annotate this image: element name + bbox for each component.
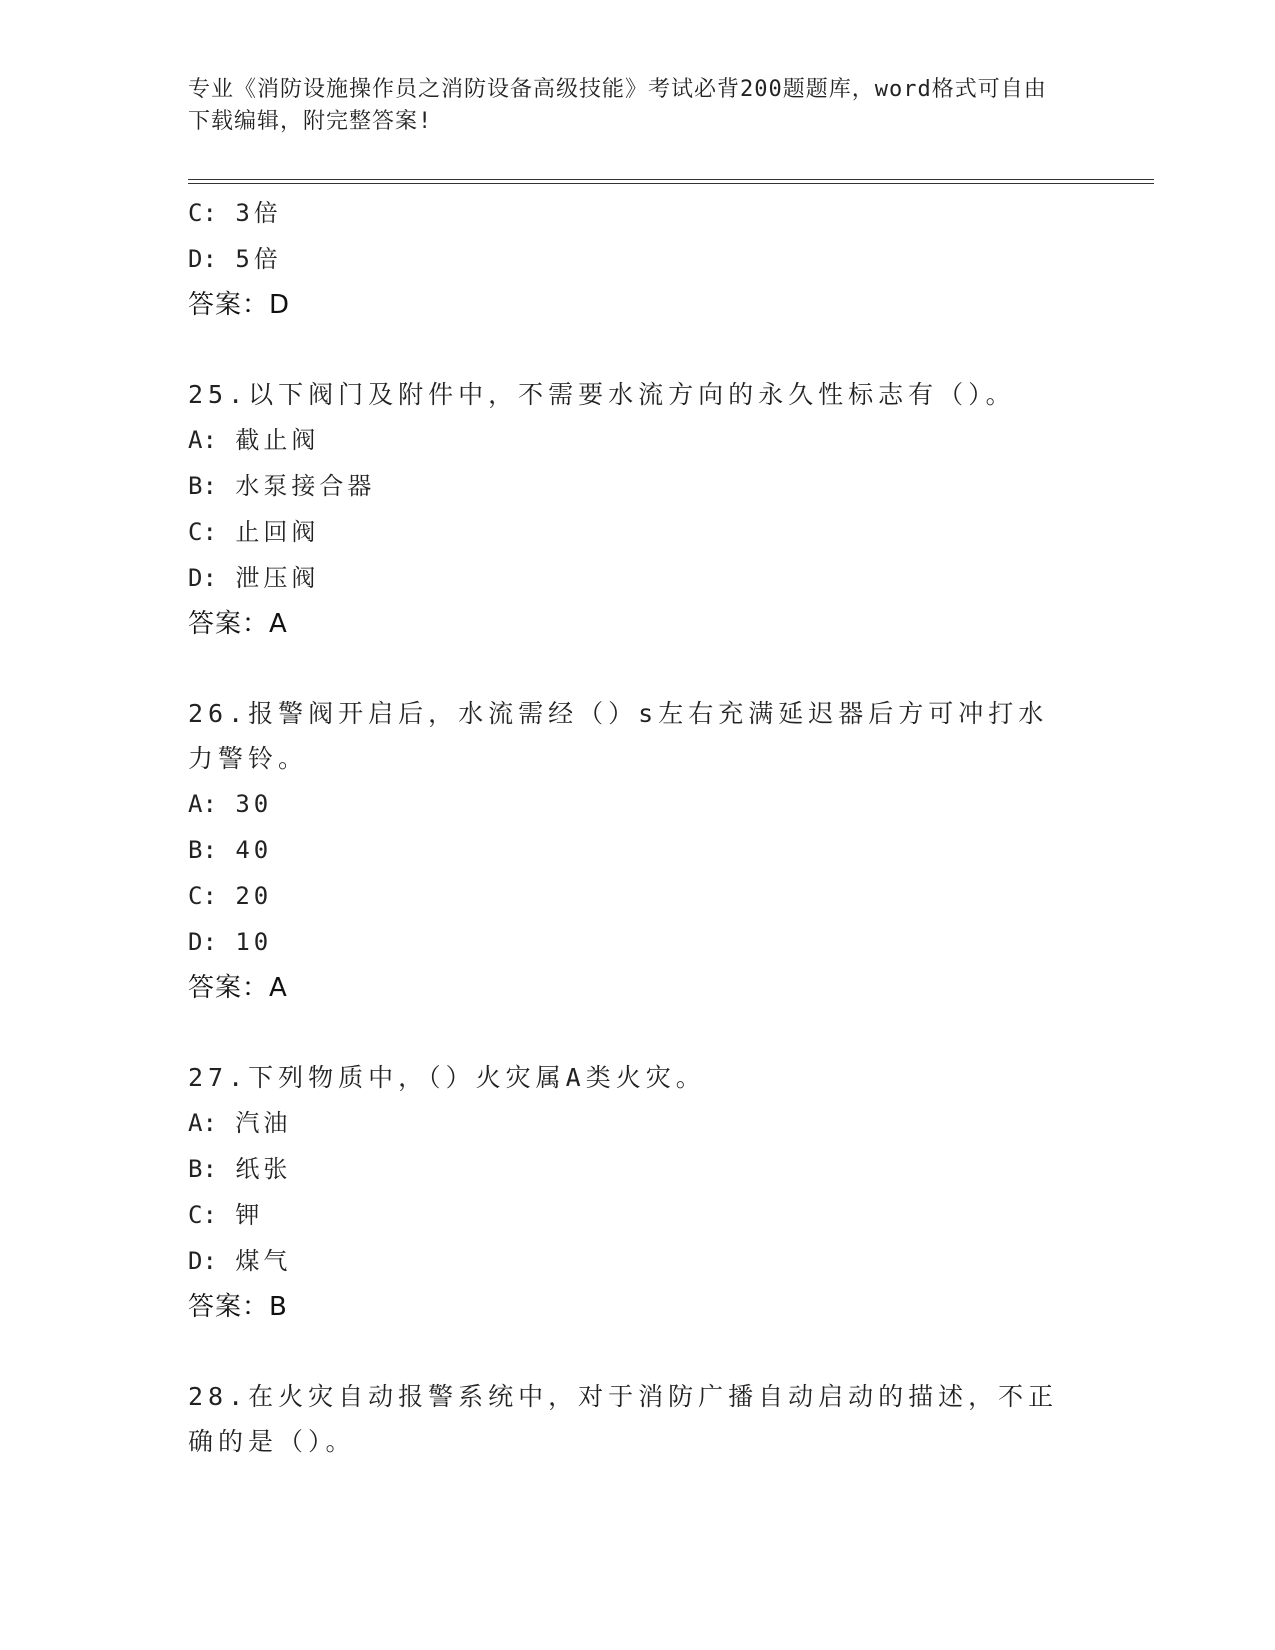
option-label: C:	[188, 1201, 217, 1229]
option-label: C:	[188, 518, 217, 546]
option-d	[188, 1238, 1088, 1284]
answer-line: 答案：D	[188, 290, 291, 320]
option-text: 3倍	[235, 199, 282, 227]
question-stem: 25.以下阀门及附件中，不需要水流方向的永久性标志有（）。	[188, 380, 1016, 409]
option-text: 泄压阀	[235, 564, 320, 592]
option-d	[188, 555, 1088, 601]
option-text: 煤气	[235, 1247, 292, 1275]
option-label: D:	[188, 928, 217, 956]
option-b	[188, 1146, 1088, 1192]
option-text: 水泵接合器	[235, 472, 376, 500]
option-label: A:	[188, 426, 217, 454]
header-divider	[188, 179, 1154, 184]
option-text: 5倍	[235, 245, 282, 273]
option-text: 纸张	[235, 1155, 292, 1183]
option-a	[188, 417, 1088, 463]
option-text: 10	[235, 928, 273, 956]
option-label: B:	[188, 472, 217, 500]
question-26	[188, 691, 1088, 1011]
option-label: B:	[188, 1155, 217, 1183]
question-stem: 26.报警阀开启后，水流需经（）s左右充满延迟器后方可冲打水力警铃。	[188, 699, 1049, 773]
option-d	[188, 919, 1088, 965]
document-body	[188, 190, 1088, 1464]
option-label: C:	[188, 199, 217, 227]
option-text: 汽油	[235, 1109, 292, 1137]
option-label: B:	[188, 836, 217, 864]
answer-line: 答案：A	[188, 609, 288, 639]
option-c	[188, 190, 1088, 236]
option-text: 截止阀	[235, 426, 320, 454]
option-text: 止回阀	[235, 518, 320, 546]
option-d	[188, 236, 1088, 282]
question-stem: 27.下列物质中，（）火灾属A类火灾。	[188, 1063, 706, 1092]
option-b	[188, 463, 1088, 509]
option-a	[188, 781, 1088, 827]
option-label: D:	[188, 1247, 217, 1275]
option-c	[188, 509, 1088, 555]
question-27	[188, 1055, 1088, 1330]
option-label: D:	[188, 245, 217, 273]
option-text: 20	[235, 882, 273, 910]
question-25	[188, 372, 1088, 647]
continued-question	[188, 190, 1088, 328]
answer-line: 答案：A	[188, 973, 288, 1003]
option-text: 钾	[235, 1201, 264, 1229]
document-header: 专业《消防设施操作员之消防设备高级技能》考试必背200题题库，word格式可自由下载编辑，附完整答案!	[188, 77, 1047, 134]
question-stem: 28.在火灾自动报警系统中，对于消防广播自动启动的描述，不正确的是（）。	[188, 1382, 1059, 1456]
option-label: C:	[188, 882, 217, 910]
option-a	[188, 1100, 1088, 1146]
option-label: A:	[188, 790, 217, 818]
option-text: 40	[235, 836, 273, 864]
option-c	[188, 1192, 1088, 1238]
option-label: D:	[188, 564, 217, 592]
answer-line: 答案：B	[188, 1292, 288, 1322]
option-b	[188, 827, 1088, 873]
option-label: A:	[188, 1109, 217, 1137]
option-text: 30	[235, 790, 273, 818]
option-c	[188, 873, 1088, 919]
question-28	[188, 1374, 1088, 1464]
